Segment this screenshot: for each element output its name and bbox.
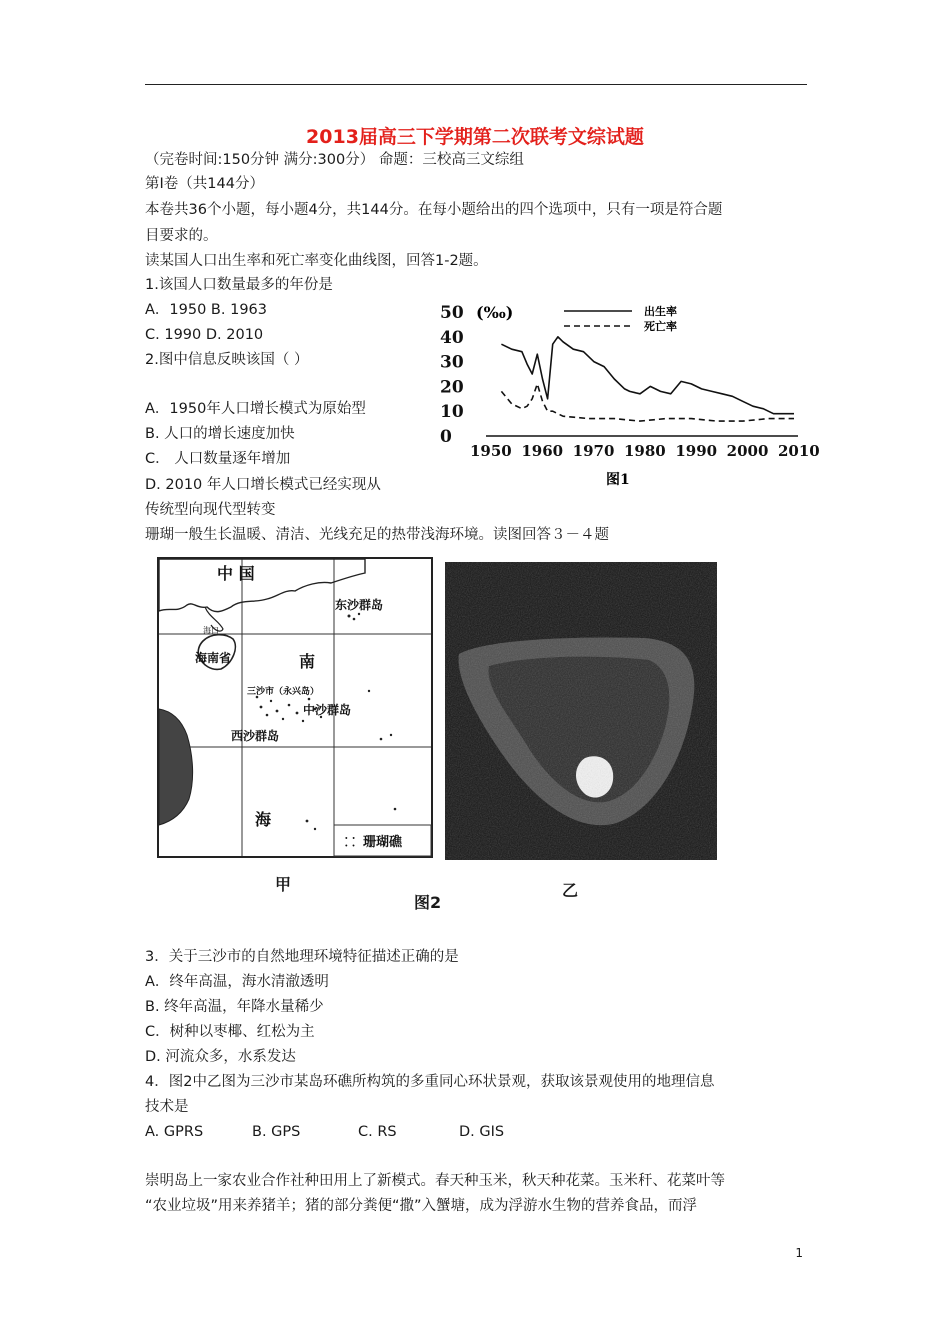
x-tick-labels bbox=[470, 442, 820, 460]
y-tick-labels bbox=[440, 303, 464, 447]
q3-option-c: C．树种以枣椰、红松为主 bbox=[145, 1024, 315, 1040]
y-tick-label: 50 bbox=[440, 303, 464, 323]
map-label-dongsha: 东沙群岛 bbox=[335, 598, 384, 612]
legend-birth-label: 出生率 bbox=[644, 305, 677, 318]
q1-options-cd: C. 1990 D. 2010 bbox=[145, 327, 264, 343]
y-tick-label: 10 bbox=[440, 402, 464, 423]
atoll-image bbox=[445, 562, 717, 860]
figure-1-caption: 图1 bbox=[606, 472, 630, 488]
y-tick-label: 40 bbox=[440, 327, 464, 348]
map-label-sansha: 三沙市（永兴岛） bbox=[247, 687, 320, 697]
south-china-sea-map bbox=[159, 559, 431, 856]
x-tick-label: 1970 bbox=[572, 442, 615, 460]
q2-option-a: A．1950年人口增长模式为原始型 bbox=[145, 401, 366, 417]
exam-title: 2013届高三下学期第二次联考文综试题 bbox=[306, 126, 644, 148]
figure-2-caption: 图2 bbox=[414, 893, 442, 912]
indochina-coast bbox=[159, 709, 193, 825]
x-tick-label: 2010 bbox=[778, 442, 820, 460]
map-label-hai: 海 bbox=[255, 810, 272, 829]
q1-options-ab: A．1950 B. 1963 bbox=[145, 302, 267, 318]
map-label-china: 中 国 bbox=[217, 564, 255, 583]
x-tick-label: 1990 bbox=[675, 442, 718, 460]
q4-option-c: C. RS bbox=[358, 1124, 397, 1140]
q3-option-d: D. 河流众多，水系发达 bbox=[145, 1049, 296, 1065]
figure-1-population-chart bbox=[436, 296, 820, 492]
q34-stem: 珊瑚一般生长温暖、清洁、光线充足的热带浅海环境。读图回答３－４题 bbox=[145, 527, 609, 543]
x-tick-label: 1950 bbox=[470, 442, 512, 460]
x-tick-label: 1960 bbox=[521, 442, 564, 460]
figure-2-satellite-photo bbox=[445, 562, 717, 860]
passage-line-2: “农业垃圾”用来养猪羊；猪的部分粪便“撒”入蟹塘，成为浮游水生物的营养食品，而浮 bbox=[145, 1198, 698, 1214]
q2-option-b: B. 人口的增长速度加快 bbox=[145, 426, 295, 442]
passage-line-1: 崇明岛上一家农业合作社种田用上了新模式。春天种玉米，秋天种花菜。玉米秆、花菜叶等 bbox=[145, 1173, 725, 1189]
coral-reef-dots bbox=[256, 613, 397, 830]
q2-text: 2.图中信息反映该国（ ） bbox=[145, 352, 309, 368]
coral-legend-symbol: ⸬ bbox=[345, 835, 355, 849]
chart-series bbox=[501, 337, 794, 421]
map-label-xisha: 西沙群岛 bbox=[231, 729, 280, 743]
page-number: 1 bbox=[795, 1246, 803, 1260]
exam-meta: （完卷时间:150分钟 满分:300分） 命题：三校高三文综组 bbox=[145, 152, 524, 168]
q4-option-a: A. GPRS bbox=[145, 1124, 204, 1140]
figure-2-sublabel-jia: 甲 bbox=[275, 875, 292, 894]
series-birth-rate-line bbox=[501, 337, 794, 414]
q3-text: 3．关于三沙市的自然地理环境特征描述正确的是 bbox=[145, 949, 459, 965]
q3-option-b: B. 终年高温，年降水量稀少 bbox=[145, 999, 324, 1015]
q2-option-c: C． 人口数量逐年增加 bbox=[145, 451, 291, 467]
x-tick-label: 1980 bbox=[624, 442, 666, 460]
y-tick-label: 30 bbox=[440, 352, 464, 373]
map-label-haikou: 海口 bbox=[203, 626, 219, 635]
intro-line-2: 目要求的。 bbox=[145, 228, 218, 244]
map-label-nan: 南 bbox=[299, 652, 316, 671]
map-label-zhongsha: 中沙群岛 bbox=[303, 703, 352, 717]
intro-line-1: 本卷共36个小题，每小题4分，共144分。在每小题给出的四个选项中，只有一项是符合题 bbox=[145, 202, 723, 218]
figure-2-sublabel-yi: 乙 bbox=[562, 881, 579, 900]
y-unit-label: (‰) bbox=[476, 303, 514, 322]
q4-text-line1: 4．图2中乙图为三沙市某岛环礁所构筑的多重同心环状景观，获取该景观使用的地理信息 bbox=[145, 1074, 715, 1090]
map-label-hainan: 海南省 bbox=[195, 651, 232, 665]
figure-2-map bbox=[157, 557, 433, 858]
q4-text-line2: 技术是 bbox=[145, 1099, 189, 1115]
x-tick-label: 2000 bbox=[726, 442, 769, 460]
q1-text: 1.该国人口数量最多的年份是 bbox=[145, 277, 333, 293]
q4-option-b: B. GPS bbox=[252, 1124, 301, 1140]
y-tick-label: 0 bbox=[440, 427, 452, 447]
q2-option-d-line1: D. 2010 年人口增长模式已经实现从 bbox=[145, 477, 381, 493]
section-heading: 第Ⅰ卷（共144分） bbox=[145, 176, 264, 192]
q4-option-d: D. GIS bbox=[459, 1124, 505, 1140]
coral-legend-label: 珊瑚礁 bbox=[363, 835, 403, 850]
legend-death-label: 死亡率 bbox=[644, 320, 677, 333]
q2-option-d-line2: 传统型向现代型转变 bbox=[145, 502, 276, 518]
q3-option-a: A．终年高温，海水清澈透明 bbox=[145, 974, 329, 990]
y-tick-label: 20 bbox=[440, 377, 464, 398]
q12-stem: 读某国人口出生率和死亡率变化曲线图，回答1-2题。 bbox=[145, 253, 488, 269]
header-rule bbox=[145, 84, 807, 85]
